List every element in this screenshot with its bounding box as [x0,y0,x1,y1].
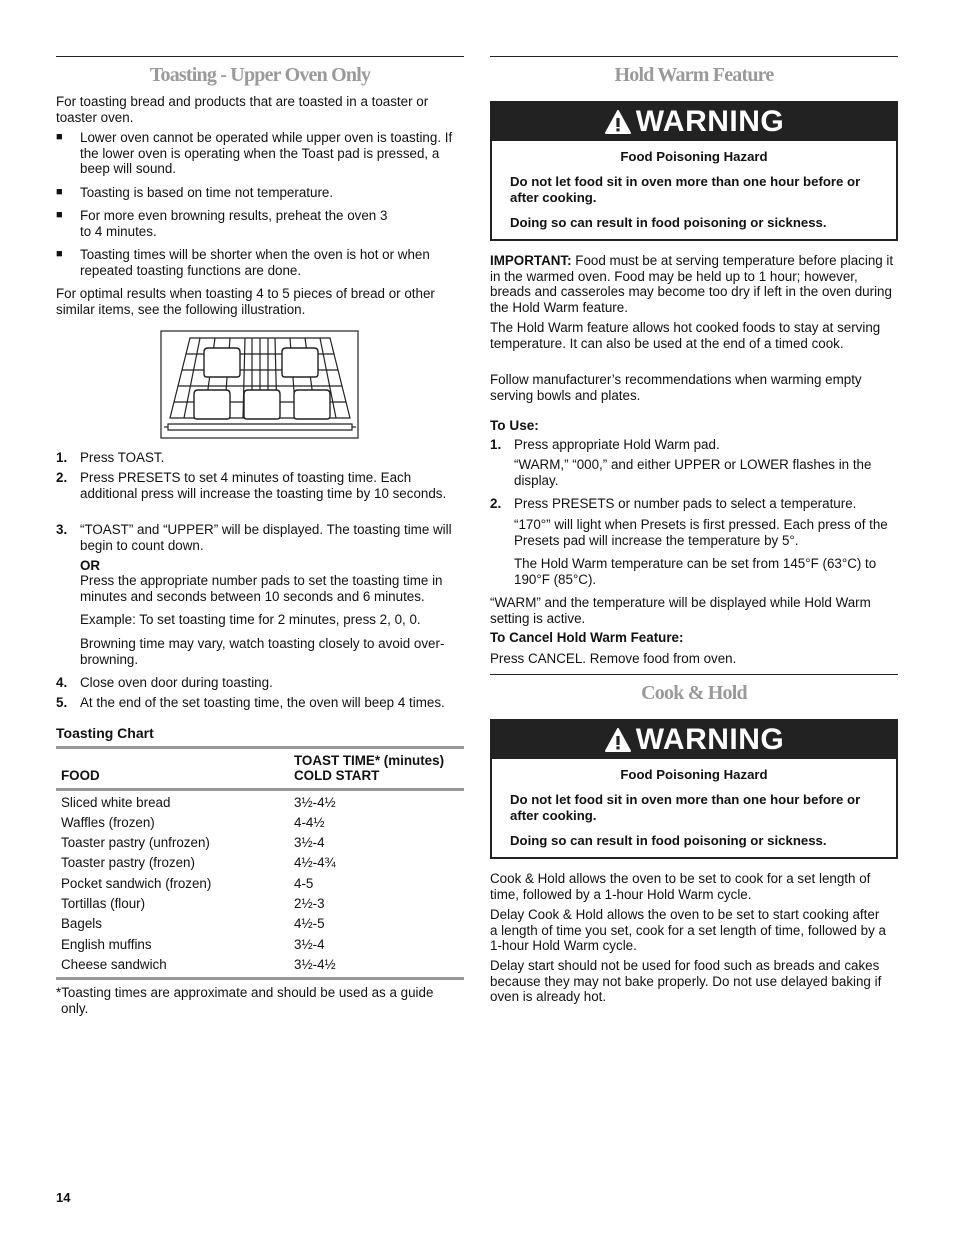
table-cell-food: Cheese sandwich [61,957,167,972]
warning-triangle-icon [604,727,632,753]
warning-header [492,103,896,141]
table-cell-time: 3½-4 [294,937,325,952]
step-item [490,496,898,514]
section-rule [490,674,898,675]
table-cell-time: 3½-4½ [294,795,336,810]
step-number: 1. [56,450,68,465]
chart-header-cold-start: COLD START [294,768,380,783]
cook-hold-paragraph: Delay Cook & Hold allows the oven to be set to start cooking after a length of time you set, cook for a set length of time, followed by a 1-hour Hold Warm cycle. [490,907,886,954]
step-number: 2. [56,470,68,485]
chart-header-food: FOOD [61,768,100,783]
step-number: 4. [56,675,68,690]
table-cell-food: Pocket sandwich (frozen) [61,876,212,891]
or-label: OR [80,558,101,573]
step-text: “TOAST” and “UPPER” will be displayed. The toasting time will begin to count down. [80,522,452,553]
step-item [56,522,464,556]
chart-top-rule [56,746,464,749]
list-item-text: For more even browning results, preheat the oven 3 to 4 minutes. [80,208,388,239]
toasting-intro: For toasting bread and products that are toasted in a toaster or toaster oven. [56,94,429,125]
bullet-icon: ■ [56,186,63,198]
cook-hold-paragraph: Delay start should not be used for food such as breads and cakes because they may not bake properly. Do not use delayed baking if oven is already hot. [490,958,882,1005]
table-row [61,815,461,835]
table-cell-food: English muffins [61,937,152,952]
list-item-text: Toasting times will be shorter when the oven is hot or when repeated toasting functions are done. [80,247,430,278]
bullet-icon: ■ [56,209,63,221]
warning-triangle-icon [604,109,632,135]
hazard-line: Doing so can result in food poisoning or sickness. [510,214,827,230]
table-cell-food: Sliced white bread [61,795,171,810]
table-row [61,896,461,916]
hazard-title: Food Poisoning Hazard [620,149,768,164]
warning-body [492,759,896,857]
step-subtext: “170°” will light when Presets is first pressed. Each press of the Presets pad will increase the temperature by 5°. [514,517,888,548]
table-cell-food: Tortillas (flour) [61,896,146,911]
step-item [56,450,464,468]
table-row [61,957,461,977]
table-cell-food: Bagels [61,916,102,931]
table-cell-time: 3½-4 [294,835,325,850]
table-cell-time: 4½-4¾ [294,855,336,870]
table-row [61,916,461,936]
important-paragraph [490,253,898,315]
browning-text: Browning time may vary, watch toasting closely to avoid over-browning. [80,636,445,667]
warning-body [492,141,896,239]
hold-warm-paragraph: Follow manufacturer’s recommendations when warming empty serving bowls and plates. [490,372,862,403]
step-text: Press TOAST. [80,450,165,465]
section-title-hold-warm: Hold Warm Feature [614,64,774,86]
warning-box [490,101,898,241]
table-cell-time: 2½-3 [294,896,325,911]
list-item [56,208,464,242]
cancel-heading: To Cancel Hold Warm Feature: [490,630,684,645]
step-item [56,675,464,693]
list-item [56,185,464,203]
warning-box [490,719,898,859]
step-text: Press PRESETS to set 4 minutes of toasting time. Each additional press will increase the toasting time by 10 seconds. [80,470,447,501]
step-text: At the end of the set toasting time, the oven will beep 4 times. [80,695,445,710]
optimal-results-text: For optimal results when toasting 4 to 5 pieces of bread or other similar items, see the following illustration. [56,286,435,317]
toasting-chart-title: Toasting Chart [56,725,154,741]
step-number: 3. [56,522,68,537]
table-cell-food: Waffles (frozen) [61,815,155,830]
step-item [490,437,898,455]
table-row [61,937,461,957]
table-row [61,835,461,855]
section-title-toasting: Toasting - Upper Oven Only [149,64,371,86]
list-item [56,247,464,281]
step-subtext: The Hold Warm temperature can be set from 145°F (63°C) to 190°F (85°C). [514,556,877,587]
important-text: Food must be at serving temperature before placing it in the warmed oven. Food may be held up to 1 hour; however, breads and casseroles may become too dry if left in the oven during the Hold Warm feature. [490,253,894,315]
chart-header-rule [56,788,464,791]
to-use-heading: To Use: [490,418,539,433]
hazard-line: Do not let food sit in oven more than one hour before or after cooking. [510,173,861,205]
hazard-line: Do not let food sit in oven more than one hour before or after cooking. [510,791,861,823]
bullet-icon: ■ [56,248,63,260]
table-cell-food: Toaster pastry (unfrozen) [61,835,210,850]
step-subtext: “WARM,” “000,” and either UPPER or LOWER flashes in the display. [514,457,872,488]
hazard-line: Doing so can result in food poisoning or sickness. [510,832,827,848]
step-number: 1. [490,437,502,452]
top-rule [56,56,464,57]
chart-footnote [56,985,461,1016]
list-item [56,130,464,178]
table-cell-time: 4-5 [294,876,314,891]
table-cell-time: 4½-5 [294,916,325,931]
hold-warm-paragraph: The Hold Warm feature allows hot cooked foods to stay at serving temperature. It can also be used at the end of a timed cook. [490,320,881,351]
example-text: Example: To set toasting time for 2 minutes, press 2, 0, 0. [80,612,421,627]
bullet-icon: ■ [56,131,63,143]
warning-label: WARNING [635,105,785,139]
step-text: Press PRESETS or number pads to select a temperature. [514,496,857,511]
top-rule [490,56,898,57]
step-item [56,695,466,713]
step-number: 5. [56,695,68,710]
important-label: IMPORTANT: [490,253,572,268]
table-cell-time: 3½-4½ [294,957,336,972]
table-row [61,876,461,896]
table-cell-food: Toaster pastry (frozen) [61,855,195,870]
step-number: 2. [490,496,502,511]
hazard-title: Food Poisoning Hazard [620,767,768,782]
table-row [61,855,461,875]
warning-header [492,721,896,759]
table-row [61,795,461,815]
chart-header-time: TOAST TIME* (minutes) [294,753,445,768]
page-number: 14 [56,1190,71,1205]
oven-rack-illustration [160,330,360,440]
table-cell-time: 4-4½ [294,815,325,830]
list-item-text: Toasting is based on time not temperature. [80,185,334,200]
or-text: Press the appropriate number pads to set the toasting time in minutes and seconds between 10 seconds and 6 minutes. [80,573,443,604]
step-text: Close oven door during toasting. [80,675,273,690]
cook-hold-paragraph: Cook & Hold allows the oven to be set to cook for a set length of time, followed by a 1-hour Hold Warm cycle. [490,871,871,902]
cancel-text: Press CANCEL. Remove food from oven. [490,651,737,666]
step-text: Press appropriate Hold Warm pad. [514,437,720,452]
step-item [56,470,464,520]
list-item-text: Lower oven cannot be operated while upper oven is toasting. If the lower oven is operating when the Toast pad is pressed, a beep will sound. [80,130,453,177]
chart-bottom-rule [56,977,464,980]
warning-label: WARNING [635,723,785,757]
warm-display-text: “WARM” and the temperature will be displayed while Hold Warm setting is active. [490,595,871,626]
chart-footnote-text: *Toasting times are approximate and should be used as a guide only. [56,985,434,1016]
section-title-cook-hold: Cook & Hold [641,682,747,704]
